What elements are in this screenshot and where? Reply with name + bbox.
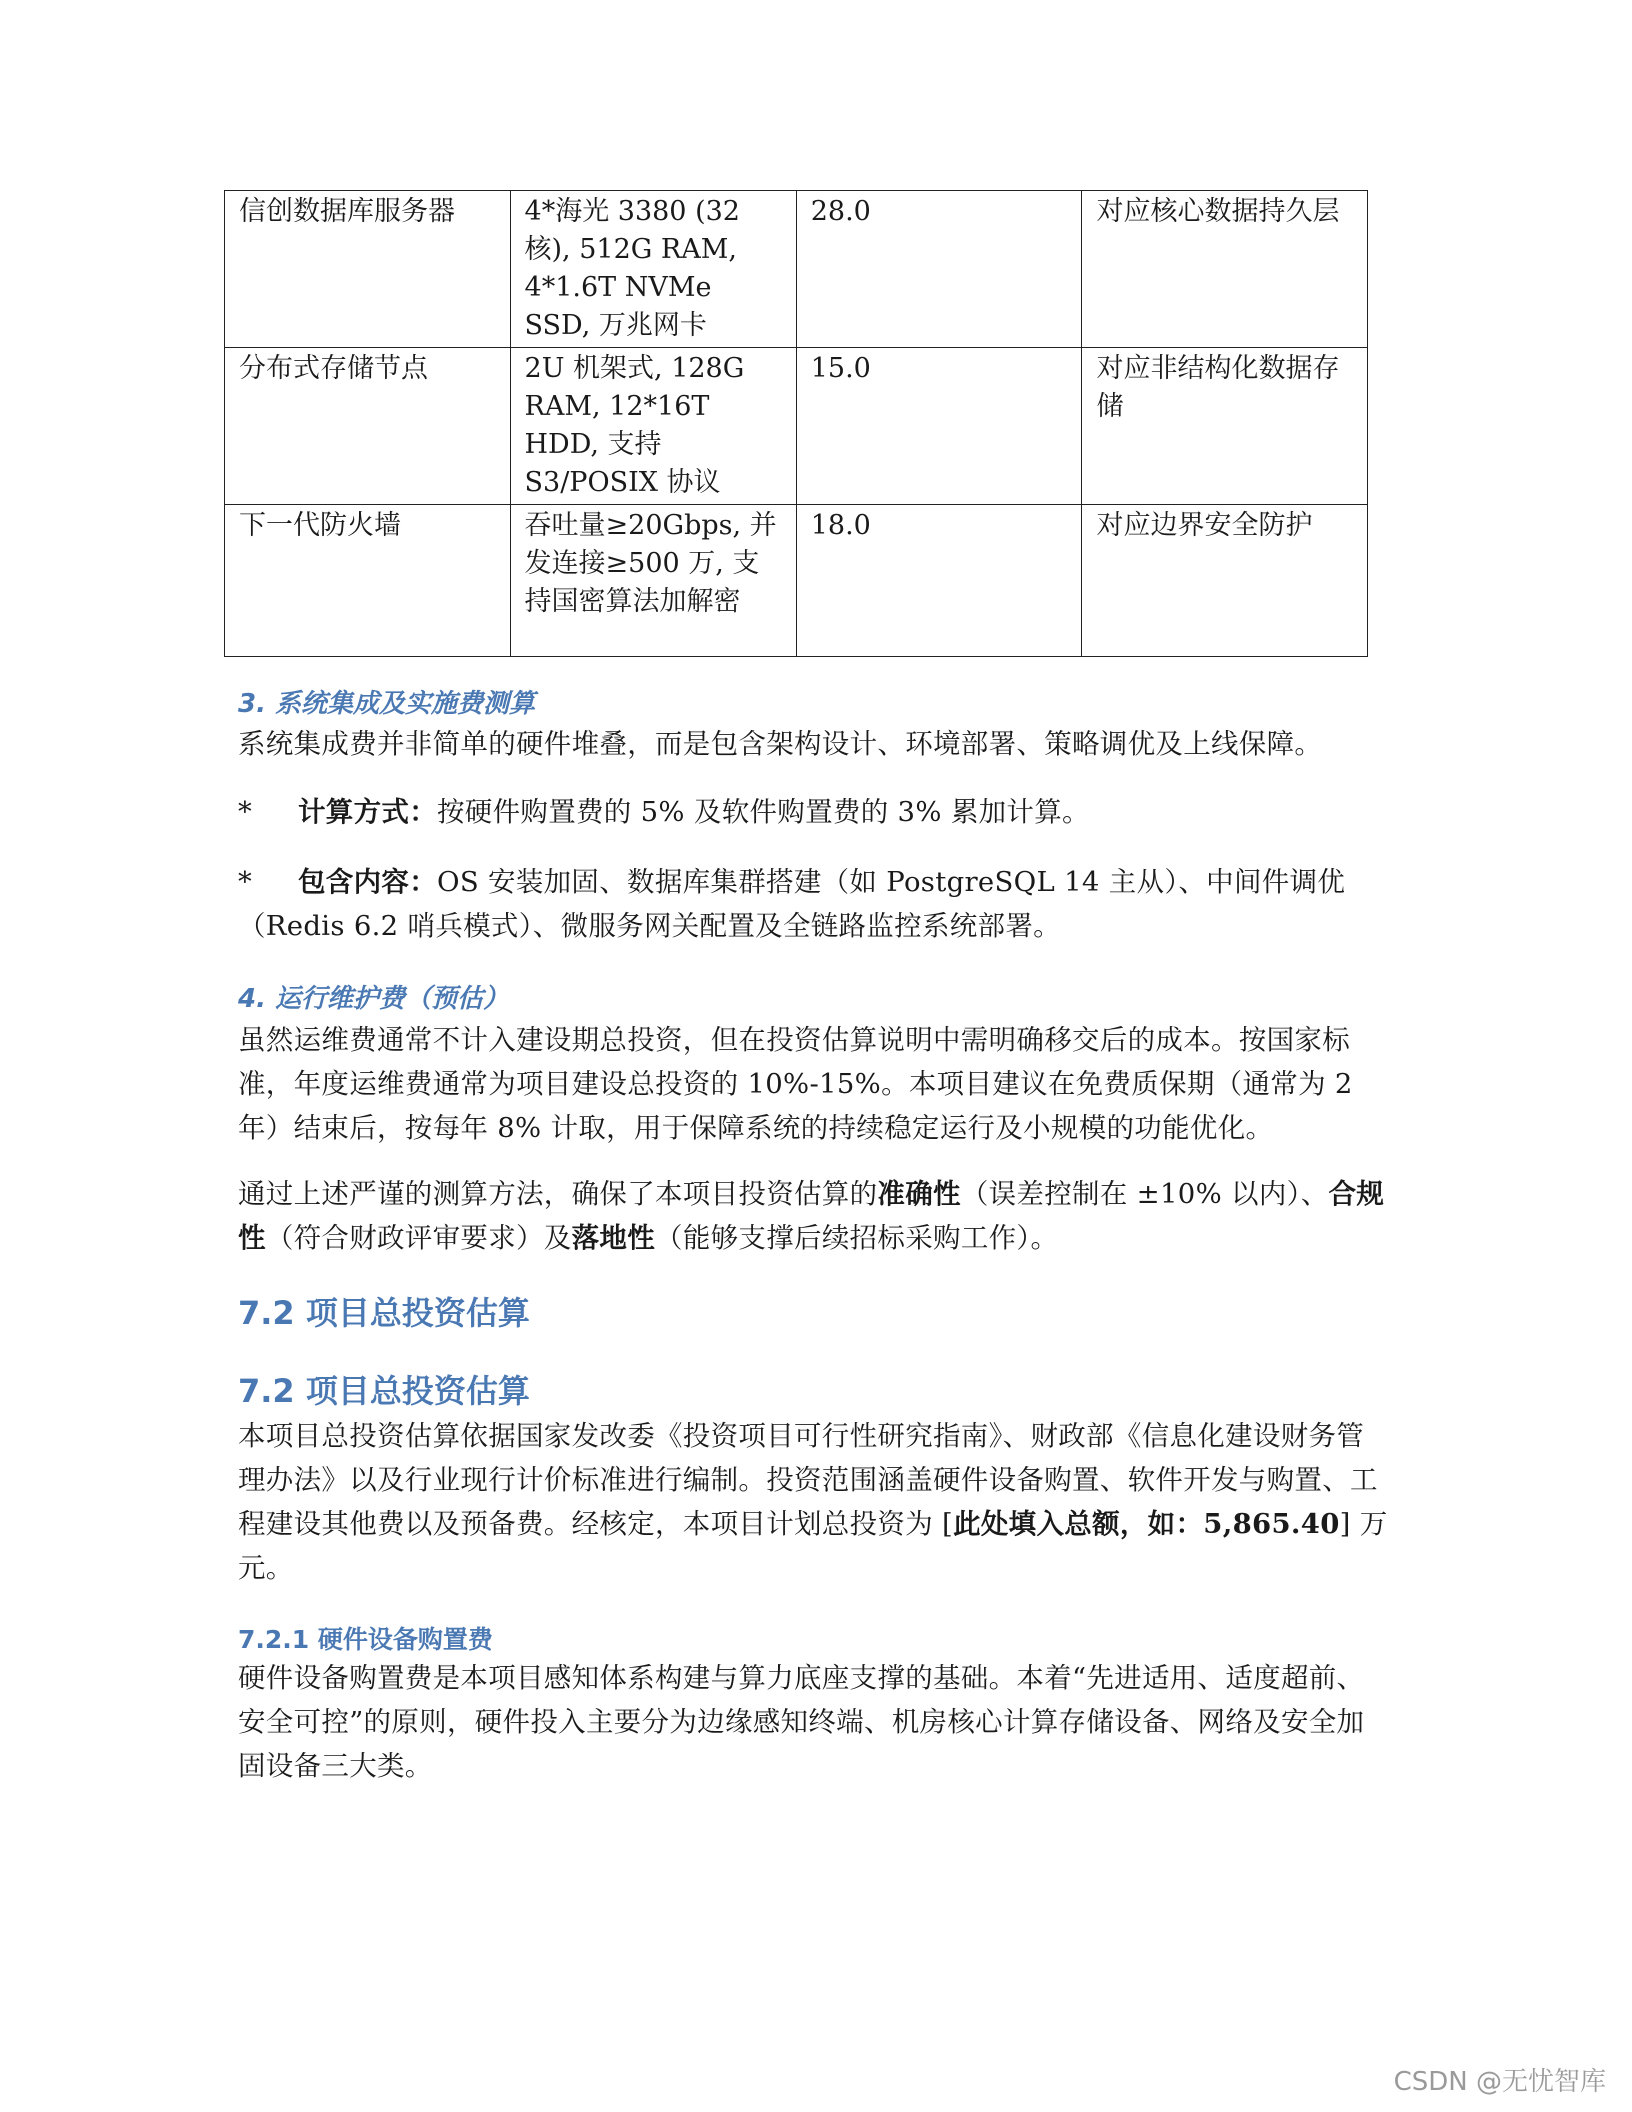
paragraph-text: ] 万元。 — [238, 1508, 1388, 1584]
bullet-mark: * — [238, 796, 253, 828]
summary-text: （符合财政评审要求）及 — [265, 1222, 572, 1254]
section-4-paragraph: 虽然运维费通常不计入建设期总投资，但在投资估算说明中需明确移交后的成本。按国家标准，年度运维费通常为项目建设总投资的 10%-15%。本项目建议在免费质保期（通常为 2 年）结束后，按每年 8% 计取，用于保障系统的持续稳定运行及小规模的功能优化。 — [238, 1024, 1353, 1144]
section-4-heading: 4. 运行维护费（预估） — [238, 984, 510, 1014]
section-7-2-heading: 7.2 项目总投资估算 — [238, 1294, 530, 1332]
equipment-spec-cell: 2U 机架式, 128G RAM, 12*16T HDD, 支持 S3/POSIX 协议 — [510, 348, 796, 505]
equipment-price-cell: 18.0 — [796, 505, 1082, 657]
list-item — [238, 860, 1388, 948]
bullet-text: OS 安装加固、数据库集群搭建（如 PostgreSQL 14 主从）、中间件调优（Redis 6.2 哨兵模式）、微服务网关配置及全链路监控系统部署。 — [238, 866, 1346, 942]
summary-bold-feasibility: 落地性 — [571, 1222, 656, 1254]
table-row — [225, 348, 1368, 505]
equipment-spec-cell: 4*海光 3380 (32核), 512G RAM, 4*1.6T NVMe SSD, 万兆网卡 — [510, 191, 796, 348]
table-row — [225, 505, 1368, 657]
watermark: CSDN @无忧智库 — [1393, 2067, 1606, 2097]
summary-text: （误差控制在 ±10% 以内）、 — [960, 1178, 1329, 1210]
total-amount-placeholder: 此处填入总额，如：5,865.40 — [953, 1508, 1340, 1540]
section-3-intro: 系统集成费并非简单的硬件堆叠，而是包含架构设计、环境部署、策略调优及上线保障。 — [238, 728, 1323, 760]
section-4-summary — [238, 1172, 1388, 1260]
bullet-label: 包含内容： — [298, 866, 437, 898]
section-7-2-1-heading: 7.2.1 硬件设备购置费 — [238, 1625, 493, 1654]
summary-bold-compliance: 合规性 — [238, 1178, 1385, 1254]
paragraph-text: 本项目总投资估算依据国家发改委《投资项目可行性研究指南》、财政部《信息化建设财务管理办法》以及行业现行计价标准进行编制。投资范围涵盖硬件设备购置、软件开发与购置、工程建设其他费以及预备费。经核定，本项目计划总投资为 [ — [238, 1420, 1378, 1540]
equipment-name-cell: 信创数据库服务器 — [225, 191, 511, 348]
summary-bold-accuracy: 准确性 — [877, 1178, 961, 1210]
bullet-text: 按硬件购置费的 5% 及软件购置费的 3% 累加计算。 — [437, 796, 1090, 828]
equipment-note-cell: 对应核心数据持久层 — [1082, 191, 1368, 348]
bullet-label: 计算方式： — [298, 796, 437, 828]
table-row — [225, 191, 1368, 348]
section-7-2-heading-repeat: 7.2 项目总投资估算 — [238, 1372, 530, 1410]
bullet-mark: * — [238, 866, 253, 898]
equipment-price-cell: 28.0 — [796, 191, 1082, 348]
section-7-2-1-paragraph: 硬件设备购置费是本项目感知体系构建与算力底座支撑的基础。本着“先进适用、适度超前、安全可控”的原则，硬件投入主要分为边缘感知终端、机房核心计算存储设备、网络及安全加固设备三大类。 — [238, 1662, 1365, 1782]
summary-text: （能够支撑后续招标采购工作）。 — [655, 1222, 1059, 1254]
equipment-name-cell: 下一代防火墙 — [225, 505, 511, 657]
hardware-spec-table — [224, 190, 1368, 657]
equipment-note-cell: 对应非结构化数据存储 — [1082, 348, 1368, 505]
equipment-price-cell: 15.0 — [796, 348, 1082, 505]
section-3-heading: 3. 系统集成及实施费测算 — [238, 689, 536, 719]
summary-text: 通过上述严谨的测算方法，确保了本项目投资估算的 — [238, 1178, 878, 1210]
equipment-spec-cell: 吞吐量≥20Gbps, 并发连接≥500 万, 支持国密算法加解密 — [510, 505, 796, 657]
list-item — [238, 790, 1388, 834]
equipment-name-cell: 分布式存储节点 — [225, 348, 511, 505]
section-7-2-paragraph — [238, 1414, 1388, 1590]
equipment-note-cell: 对应边界安全防护 — [1082, 505, 1368, 657]
